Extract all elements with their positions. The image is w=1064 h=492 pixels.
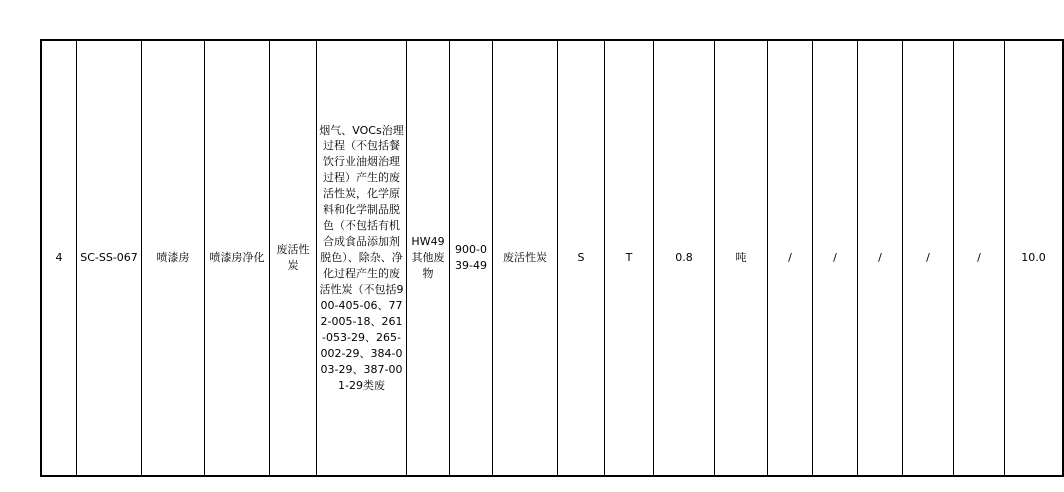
cell-sequence-number: 4 <box>41 40 77 476</box>
table-row <box>41 40 1063 476</box>
cell-unit: 吨 <box>715 40 768 476</box>
hazardous-waste-table-container <box>40 39 1046 477</box>
cell-column-19: 10.0 <box>1005 40 1064 476</box>
cell-waste-common-name: 废活性炭 <box>270 40 317 476</box>
cell-column-18: / <box>954 40 1005 476</box>
cell-column-15: / <box>813 40 858 476</box>
waste-description-text: 烟气、VOCs治理过程（不包括餐饮行业油烟治理过程）产生的废活性炭，化学原料和化学制品脱色（不包括有机合成食品添加剂脱色）、除杂、净化过程产生的废活性炭（不包括900-405-06、772-005-18、261-053-29、265-002-29、384-003-29、387-001-29类废 <box>319 123 404 392</box>
hazardous-waste-table <box>40 39 1064 477</box>
cell-waste-category: HW49其他废物 <box>407 40 450 476</box>
cell-waste-name: 废活性炭 <box>493 40 558 476</box>
cell-physical-form: S <box>558 40 605 476</box>
cell-hazard-phase: T <box>605 40 654 476</box>
cell-quantity: 0.8 <box>654 40 715 476</box>
cell-waste-code: 900-039-49 <box>450 40 493 476</box>
cell-waste-description <box>317 40 407 476</box>
cell-column-17: / <box>903 40 954 476</box>
cell-column-16: / <box>858 40 903 476</box>
cell-production-site: 喷漆房 <box>142 40 205 476</box>
cell-facility: 喷漆房净化 <box>205 40 270 476</box>
cell-source-code: SC-SS-067 <box>77 40 142 476</box>
cell-column-14: / <box>768 40 813 476</box>
